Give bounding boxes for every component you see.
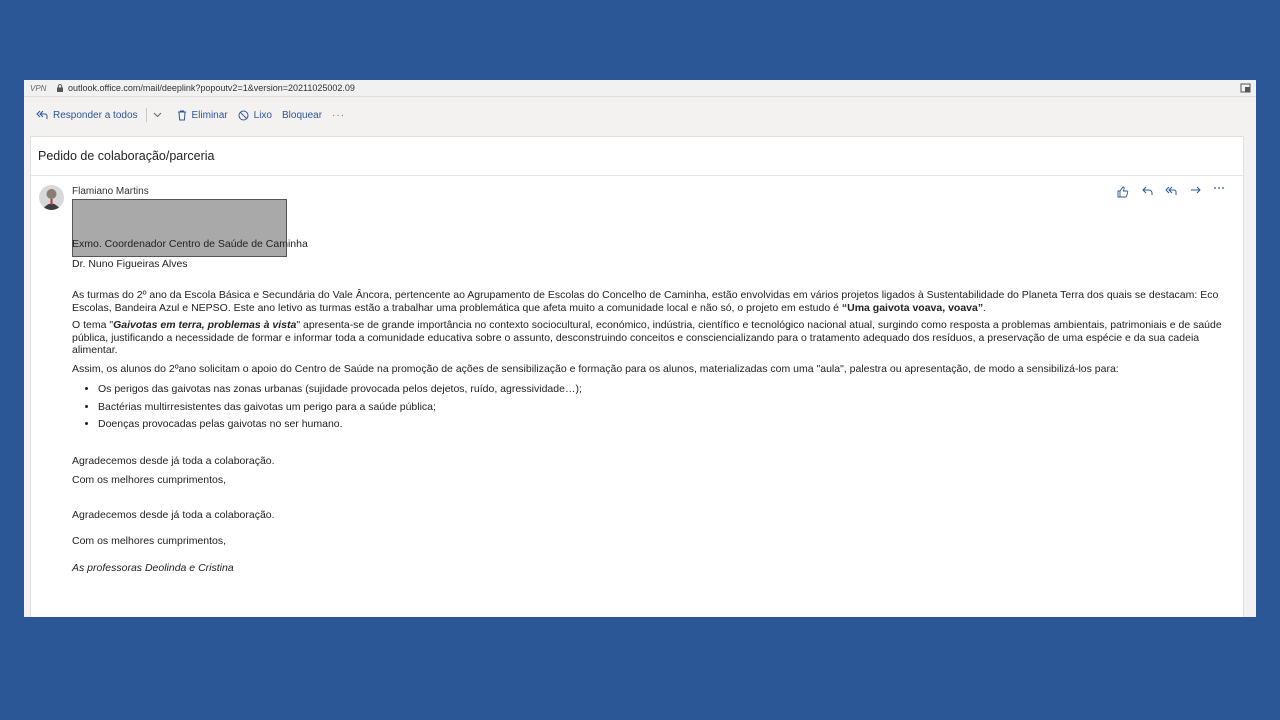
toolbar-divider [146, 108, 147, 122]
forward-icon [1190, 186, 1201, 196]
signature: As professoras Deolinda e Cristina [72, 561, 234, 574]
reply-icon [1142, 186, 1153, 196]
message-actions [1111, 186, 1231, 198]
reply-button[interactable] [1135, 186, 1159, 198]
block-button[interactable] [282, 110, 322, 121]
more-options-button[interactable] [1207, 186, 1231, 198]
reply-all-icon [1165, 186, 1177, 196]
forward-button[interactable] [1183, 186, 1207, 198]
closing-line: Agradecemos desde já toda a colaboração. [72, 454, 275, 467]
reply-all-label: Responder a todos [53, 109, 138, 121]
paragraph: O tema "Gaivotas em terra, problemas à vista" apresenta-se de grande importância no contexto sociocultural, económico, indústria, científico e tecnológico nacional atual, surgindo como resposta a problemas ambientais, patrimoniais e de saúde pública, justificando a necessidade de formar e informar toda a comunidade educativa sobre o assunto, desconstruindo conceitos e consciencializando para o tratamento adequado dos resíduos, a preservação de uma espécie e da sua cadeia alimentar. [72, 319, 1222, 356]
more-icon [1213, 186, 1225, 190]
message-subject: Pedido de colaboração/parceria [31, 137, 1243, 176]
greeting-line: Dr. Nuno Figueiras Alves [72, 257, 188, 270]
more-actions-button[interactable]: ··· [332, 109, 346, 121]
delete-button[interactable] [177, 110, 228, 121]
junk-button[interactable] [238, 110, 272, 121]
closing-line: Com os melhores cumprimentos, [72, 535, 227, 547]
reply-dropdown-button[interactable] [153, 112, 167, 118]
sender-name[interactable]: Flamiano Martins [72, 186, 149, 197]
url-text[interactable]: outlook.office.com/mail/deeplink?popoutv2=1&version=20211025002.09 [68, 83, 355, 93]
reply-all-action-button[interactable] [1159, 186, 1183, 198]
list-item: • Doenças provocadas pelas gaivotas no ser humano. [98, 418, 1226, 431]
list-item: • Os perigos das gaivotas nas zonas urbanas (sujidade provocada pelos dejetos, ruído, agressividade…); [98, 383, 1226, 396]
junk-label: Lixo [253, 109, 272, 121]
block-label: Bloquear [282, 109, 323, 121]
message-card [30, 136, 1244, 617]
avatar[interactable] [39, 185, 64, 210]
closing-line: Agradecemos desde já toda a colaboração. [72, 508, 275, 521]
bullet-list [72, 383, 1226, 431]
like-button[interactable] [1111, 186, 1135, 198]
message-body [72, 238, 1226, 574]
delete-label: Eliminar [191, 109, 228, 121]
trash-icon [177, 110, 187, 121]
mail-toolbar [24, 97, 1256, 133]
closing-line: Com os melhores cumprimentos, [72, 474, 227, 486]
greeting-line: Exmo. Coordenador Centro de Saúde de Caminha [72, 238, 308, 250]
paragraph: As turmas do 2º ano da Escola Básica e Secundária do Vale Âncora, pertencente ao Agrupamento de Escolas do Concelho de Caminha, estão envolvidas em vários projetos ligados à Sustentabilidade do Planeta Terra dos quais se destacam: Eco Escolas, Bandeira Azul e NEPSO. Este ano letivo as turmas estão a trabalhar uma problemática que afeta muito a comunidade local e não só, o projeto em estudo é “Uma gaivota voava, voava”. [72, 289, 1219, 314]
reply-all-button[interactable] [36, 110, 138, 121]
block-circle-icon [238, 110, 249, 121]
list-item: • Bactérias multirresistentes das gaivotas um perigo para a saúde pública; [98, 401, 1226, 414]
reply-all-icon [36, 110, 48, 120]
browser-window [24, 80, 1256, 617]
address-bar[interactable] [24, 80, 1256, 97]
like-icon [1117, 186, 1129, 198]
lock-icon [56, 84, 64, 92]
paragraph: Assim, os alunos do 2ºano solicitam o apoio do Centro de Saúde na promoção de ações de sensibilização e formação para os alunos, materializadas com uma "aula", palestra ou apresentação, de modo a sensibilizá-los para: [72, 362, 1119, 375]
popout-icon[interactable] [1240, 82, 1252, 94]
chevron-down-icon [153, 112, 162, 118]
vpn-badge[interactable]: VPN [30, 83, 47, 93]
person-icon [39, 185, 64, 210]
